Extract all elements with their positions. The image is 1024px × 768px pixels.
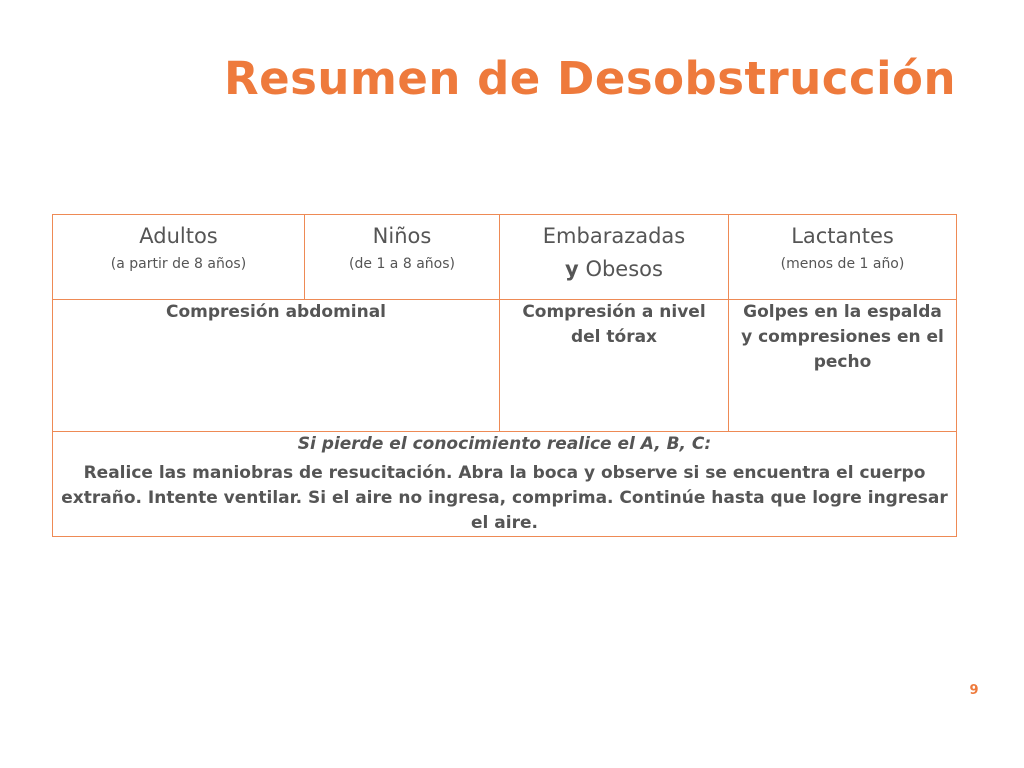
method-pregnant-obese: Compresión a nivel del tórax bbox=[500, 300, 729, 432]
column-name-second-line bbox=[506, 257, 722, 281]
summary-table bbox=[52, 214, 957, 537]
column-name: Adultos bbox=[139, 224, 218, 248]
unconscious-title: Si pierde el conocimiento realice el A, B, C: bbox=[297, 434, 712, 454]
column-name: Embarazadas bbox=[542, 224, 686, 248]
column-name-obese: Obesos bbox=[585, 257, 663, 281]
column-name: Lactantes bbox=[791, 224, 894, 248]
header-row bbox=[53, 215, 957, 300]
column-header-children bbox=[305, 215, 500, 300]
conjunction: y bbox=[565, 257, 579, 281]
column-age-range: (de 1 a 8 años) bbox=[349, 256, 455, 272]
unconscious-cell bbox=[53, 432, 957, 537]
unconscious-row bbox=[53, 432, 957, 537]
column-header-infants bbox=[729, 215, 957, 300]
column-name: Niños bbox=[372, 224, 432, 248]
column-age-range: (menos de 1 año) bbox=[780, 256, 905, 272]
unconscious-text: Realice las maniobras de resucitación. Abra la boca y observe si se encuentra el cuerpo extraño. Intente ventilar. Si el aire no ingresa, comprima. Continúe hasta que logre ingresar el aire. bbox=[61, 463, 948, 533]
method-row bbox=[53, 300, 957, 432]
column-header-adults bbox=[53, 215, 305, 300]
page-number: 9 bbox=[969, 683, 979, 698]
method-infants: Golpes en la espalda y compresiones en el pecho bbox=[729, 300, 957, 432]
slide-title: Resumen de Desobstrucción bbox=[223, 52, 957, 105]
column-header-pregnant-obese bbox=[500, 215, 729, 300]
column-age-range: (a partir de 8 años) bbox=[110, 256, 247, 272]
method-adults-children: Compresión abdominal bbox=[53, 300, 500, 432]
